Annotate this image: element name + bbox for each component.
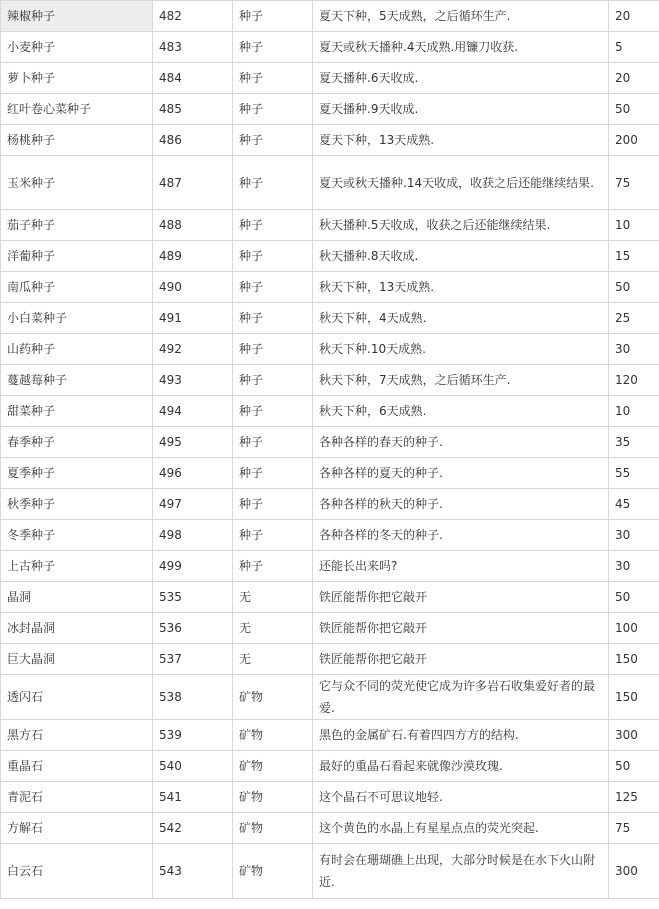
item-price: 30 (609, 551, 659, 582)
table-row (1, 32, 659, 63)
item-name: 小白菜种子 (1, 303, 153, 334)
item-type: 种子 (233, 489, 313, 520)
item-id: 499 (153, 551, 233, 582)
table-row (1, 125, 659, 156)
item-description: 铁匠能帮你把它敲开 (313, 613, 609, 644)
item-type: 矿物 (233, 675, 313, 720)
item-price: 30 (609, 334, 659, 365)
item-description: 铁匠能帮你把它敲开 (313, 644, 609, 675)
item-type: 种子 (233, 365, 313, 396)
item-id: 487 (153, 156, 233, 210)
item-type: 种子 (233, 241, 313, 272)
item-name: 晶洞 (1, 582, 153, 613)
item-price: 150 (609, 644, 659, 675)
item-description: 这个晶石不可思议地轻. (313, 782, 609, 813)
table-row (1, 63, 659, 94)
table-row (1, 365, 659, 396)
table-row (1, 813, 659, 844)
item-name: 萝卜种子 (1, 63, 153, 94)
item-name: 杨桃种子 (1, 125, 153, 156)
item-description: 秋天下种，13天成熟. (313, 272, 609, 303)
item-description: 各种各样的春天的种子. (313, 427, 609, 458)
item-id: 485 (153, 94, 233, 125)
item-description: 还能长出来吗? (313, 551, 609, 582)
item-name: 玉米种子 (1, 156, 153, 210)
item-id: 492 (153, 334, 233, 365)
item-type: 种子 (233, 396, 313, 427)
item-id: 490 (153, 272, 233, 303)
item-type: 矿物 (233, 813, 313, 844)
item-name: 冰封晶洞 (1, 613, 153, 644)
item-name: 青泥石 (1, 782, 153, 813)
item-name: 红叶卷心菜种子 (1, 94, 153, 125)
item-price: 50 (609, 94, 659, 125)
item-name: 小麦种子 (1, 32, 153, 63)
item-type: 种子 (233, 156, 313, 210)
item-type: 种子 (233, 272, 313, 303)
table-row (1, 520, 659, 551)
item-name: 黑方石 (1, 720, 153, 751)
item-description: 秋天播种.8天收成. (313, 241, 609, 272)
item-description: 有时会在珊瑚礁上出现，大部分时候是在水下火山附近. (313, 844, 609, 899)
item-name: 辣椒种子 (1, 1, 153, 32)
item-type: 种子 (233, 334, 313, 365)
item-name: 蔓越莓种子 (1, 365, 153, 396)
item-type: 种子 (233, 1, 313, 32)
item-description: 它与众不同的荧光使它成为许多岩石收集爱好者的最爱. (313, 675, 609, 720)
item-id: 496 (153, 458, 233, 489)
item-name: 洋葡种子 (1, 241, 153, 272)
item-description: 秋天下种，4天成熟. (313, 303, 609, 334)
item-description: 黑色的金属矿石.有着四四方方的结构. (313, 720, 609, 751)
item-price: 50 (609, 582, 659, 613)
item-description: 夏天或秋天播种.4天成熟.用镰刀收获. (313, 32, 609, 63)
table-row (1, 489, 659, 520)
item-name: 白云石 (1, 844, 153, 899)
item-description: 夏天播种.9天收成. (313, 94, 609, 125)
item-price: 150 (609, 675, 659, 720)
item-price: 5 (609, 32, 659, 63)
item-price: 20 (609, 63, 659, 94)
item-id: 486 (153, 125, 233, 156)
item-type: 种子 (233, 63, 313, 94)
table-row (1, 156, 659, 210)
item-description: 夏天下种，5天成熟，之后循环生产. (313, 1, 609, 32)
item-type: 矿物 (233, 751, 313, 782)
table-row (1, 644, 659, 675)
table-row (1, 675, 659, 720)
table-row (1, 551, 659, 582)
item-type: 种子 (233, 520, 313, 551)
table-row (1, 720, 659, 751)
item-description: 各种各样的冬天的种子. (313, 520, 609, 551)
item-id: 484 (153, 63, 233, 94)
item-id: 539 (153, 720, 233, 751)
item-price: 100 (609, 613, 659, 644)
item-price: 15 (609, 241, 659, 272)
item-description: 最好的重晶石看起来就像沙漠玫瑰. (313, 751, 609, 782)
item-id: 482 (153, 1, 233, 32)
item-price: 55 (609, 458, 659, 489)
item-type: 矿物 (233, 782, 313, 813)
table-row (1, 241, 659, 272)
table-row (1, 613, 659, 644)
item-type: 种子 (233, 551, 313, 582)
item-id: 541 (153, 782, 233, 813)
item-name: 山药种子 (1, 334, 153, 365)
item-description: 各种各样的夏天的种子. (313, 458, 609, 489)
item-name: 秋季种子 (1, 489, 153, 520)
item-description: 夏天下种，13天成熟. (313, 125, 609, 156)
item-price: 50 (609, 272, 659, 303)
table-row (1, 582, 659, 613)
item-name: 重晶石 (1, 751, 153, 782)
item-type: 种子 (233, 458, 313, 489)
item-type: 无 (233, 613, 313, 644)
item-price: 20 (609, 1, 659, 32)
item-id: 542 (153, 813, 233, 844)
item-price: 30 (609, 520, 659, 551)
item-price: 200 (609, 125, 659, 156)
item-price: 10 (609, 210, 659, 241)
item-id: 535 (153, 582, 233, 613)
table-row (1, 210, 659, 241)
item-id: 489 (153, 241, 233, 272)
item-name: 方解石 (1, 813, 153, 844)
item-price: 75 (609, 813, 659, 844)
item-type: 矿物 (233, 844, 313, 899)
item-description: 各种各样的秋天的种子. (313, 489, 609, 520)
item-price: 35 (609, 427, 659, 458)
item-name: 冬季种子 (1, 520, 153, 551)
item-id: 494 (153, 396, 233, 427)
item-description: 铁匠能帮你把它敲开 (313, 582, 609, 613)
item-description: 夏天播种.6天收成. (313, 63, 609, 94)
item-description: 夏天或秋天播种.14天收成，收获之后还能继续结果. (313, 156, 609, 210)
table-row (1, 1, 659, 32)
item-id: 536 (153, 613, 233, 644)
table-row (1, 458, 659, 489)
item-price: 75 (609, 156, 659, 210)
item-name: 透闪石 (1, 675, 153, 720)
table-row (1, 844, 659, 899)
item-type: 种子 (233, 210, 313, 241)
table-row (1, 334, 659, 365)
item-price: 25 (609, 303, 659, 334)
item-price: 300 (609, 720, 659, 751)
item-price: 45 (609, 489, 659, 520)
item-price: 50 (609, 751, 659, 782)
item-name: 春季种子 (1, 427, 153, 458)
item-name: 上古种子 (1, 551, 153, 582)
item-description: 秋天下种.10天成熟. (313, 334, 609, 365)
item-id: 483 (153, 32, 233, 63)
item-description: 秋天播种.5天收成，收获之后还能继续结果. (313, 210, 609, 241)
item-id: 543 (153, 844, 233, 899)
item-type: 种子 (233, 32, 313, 63)
item-type: 种子 (233, 94, 313, 125)
item-price: 125 (609, 782, 659, 813)
item-id: 493 (153, 365, 233, 396)
table-row (1, 396, 659, 427)
item-name: 茄子种子 (1, 210, 153, 241)
item-description: 秋天下种，7天成熟，之后循环生产. (313, 365, 609, 396)
table-row (1, 751, 659, 782)
table-row (1, 94, 659, 125)
item-price: 10 (609, 396, 659, 427)
item-type: 种子 (233, 303, 313, 334)
item-description: 这个黄色的水晶上有星星点点的荧光突起. (313, 813, 609, 844)
item-description: 秋天下种，6天成熟. (313, 396, 609, 427)
item-name: 南瓜种子 (1, 272, 153, 303)
item-id: 488 (153, 210, 233, 241)
table-row (1, 272, 659, 303)
table-row (1, 782, 659, 813)
item-id: 540 (153, 751, 233, 782)
item-table-body (1, 1, 659, 899)
item-name: 甜菜种子 (1, 396, 153, 427)
item-id: 497 (153, 489, 233, 520)
item-price: 120 (609, 365, 659, 396)
item-type: 种子 (233, 427, 313, 458)
item-id: 537 (153, 644, 233, 675)
item-name: 巨大晶洞 (1, 644, 153, 675)
table-row (1, 303, 659, 334)
item-id: 538 (153, 675, 233, 720)
item-type: 种子 (233, 125, 313, 156)
item-type: 无 (233, 582, 313, 613)
item-id: 495 (153, 427, 233, 458)
item-name: 夏季种子 (1, 458, 153, 489)
item-id: 498 (153, 520, 233, 551)
table-row (1, 427, 659, 458)
item-id: 491 (153, 303, 233, 334)
item-type: 矿物 (233, 720, 313, 751)
item-type: 无 (233, 644, 313, 675)
item-price: 300 (609, 844, 659, 899)
